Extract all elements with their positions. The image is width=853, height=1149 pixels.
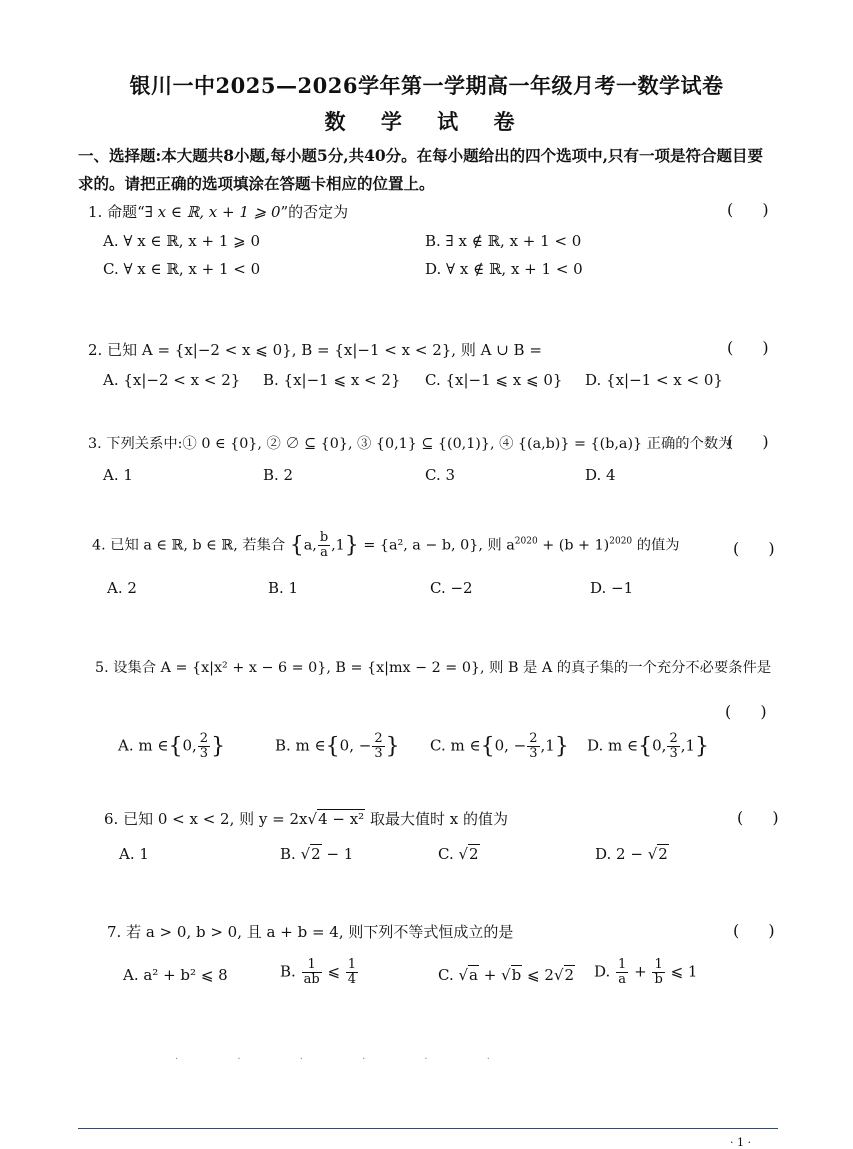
q4-option-d: D. −1 [590, 579, 634, 597]
section-instructions: 一、选择题:本大题共8小题,每小题5分,共40分。在每小题给出的四个选项中,只有一项是符合题目要求的。请把正确的选项填涂在答题卡相应的位置上。 [78, 146, 764, 193]
q4-option-c: C. −2 [430, 579, 473, 597]
faint-dots-decoration: · · · · · · [175, 1054, 518, 1065]
answer-paren-6: ( ) [737, 808, 791, 827]
answer-paren-1: ( ) [727, 200, 781, 219]
q6-option-a: A. 1 [119, 845, 149, 863]
answer-paren-2: ( ) [727, 338, 781, 357]
q6-option-c: C. √2 [438, 845, 479, 863]
q3-option-b: B. 2 [263, 466, 294, 484]
q2-option-c: C. {x|−1 ⩽ x ⩽ 0} [425, 371, 563, 389]
q1-option-a: A. ∀ x ∈ ℝ, x + 1 ⩾ 0 [103, 232, 261, 250]
fraction-b-over-a: $\frac{b}{a}$ [319, 530, 329, 560]
q7-option-a: A. a² + b² ⩽ 8 [123, 966, 228, 984]
question-2-stem: 2. 已知 A = {x|−2 < x ⩽ 0}, B = {x|−1 < x < 2}, 则 A ∪ B = [88, 341, 542, 359]
q6-option-d: D. 2 − √2 [595, 845, 668, 863]
q4-option-b: B. 1 [268, 579, 299, 597]
q1-option-d: D. ∀ x ∉ ℝ, x + 1 < 0 [425, 260, 583, 278]
page-number: · 1 · [730, 1136, 751, 1149]
question-5-stem: 5. 设集合 A = {x|x² + x − 6 = 0}, B = {x|mx − 2 = 0}, 则 B 是 A 的真子集的一个充分不必要条件是 [95, 660, 772, 676]
q7-option-c: C. √a + √b ⩽ 2√2 [438, 966, 575, 984]
q2-option-b: B. {x|−1 ⩽ x < 2} [263, 371, 401, 389]
answer-paren-5: ( ) [725, 702, 779, 721]
q5-option-b: B. m ∈{0, − $\frac{2}{3}$ } [275, 731, 400, 761]
answer-paren-7: ( ) [733, 921, 787, 940]
q5-option-c: C. m ∈{0, − $\frac{2}{3}$ ,1} [430, 731, 569, 761]
q3-option-a: A. 1 [103, 466, 133, 484]
footer-divider [78, 1128, 778, 1129]
answer-paren-4: ( ) [733, 539, 787, 558]
q3-option-d: D. 4 [585, 466, 616, 484]
q7-option-d: D. $\frac{1}{a}$ + $\frac{1}{b}$ ⩽ 1 [594, 957, 698, 987]
q1-option-b: B. ∃ x ∉ ℝ, x + 1 < 0 [425, 232, 582, 250]
q2-option-a: A. {x|−2 < x < 2} [103, 371, 241, 389]
question-3-stem: 3. 下列关系中:① 0 ∈ {0}, ② ∅ ⊆ {0}, ③ {0,1} ⊆ {(0,1)}, ④ {(a,b)} = {(b,a)} 正确的个数为 [88, 436, 733, 452]
q5-option-a: A. m ∈{0, $\frac{2}{3}$ } [118, 731, 226, 761]
q7-option-b: B. $\frac{1}{ab}$ ⩽ $\frac{1}{4}$ [280, 957, 357, 987]
q3-option-c: C. 3 [425, 466, 456, 484]
exam-subtitle: 数 学 试 卷 [324, 109, 529, 134]
exam-title: 银川一中2025—2026学年第一学期高一年级月考一数学试卷 [129, 73, 724, 98]
q1-option-c: C. ∀ x ∈ ℝ, x + 1 < 0 [103, 260, 261, 278]
q2-option-d: D. {x|−1 < x < 0} [585, 371, 723, 389]
q5-option-d: D. m ∈{0, $\frac{2}{3}$ ,1} [587, 731, 710, 761]
question-4-stem: 4. 已知 a ∈ ℝ, b ∈ ℝ, 若集合 {a, $\frac{b}{a}$ ,1} = {a², a − b, 0}, 则 $a^{2020} + (b + 1)^{2020}$ 的值为 [92, 530, 680, 560]
question-7-stem: 7. 若 a > 0, b > 0, 且 a + b = 4, 则下列不等式恒成立的是 [107, 923, 514, 941]
question-1-stem: 1. 命题“∃ x ∈ ℝ, x + 1 ⩾ 0”的否定为 [88, 203, 349, 221]
q4-option-a: A. 2 [107, 579, 137, 597]
question-6-stem: 6. 已知 0 < x < 2, 则 y = 2x√4 − x² 取最大值时 x 的值为 [104, 810, 508, 828]
answer-paren-3: ( ) [727, 432, 781, 451]
q6-option-b: B. √2 − 1 [280, 845, 354, 863]
